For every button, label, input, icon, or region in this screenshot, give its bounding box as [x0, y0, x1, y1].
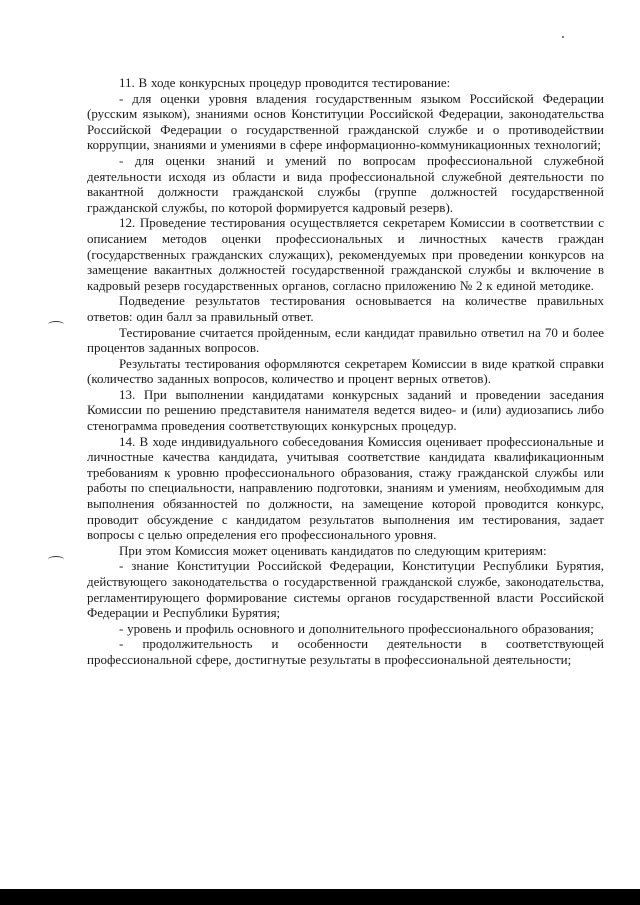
- paragraph-12: 12. Проведение тестирования осуществляется секретарем Комиссии в соответствии с описанием методов оценки профессиональных и личностных качеств граждан (государственных гражданских служащих), рекомендуемых при проведении конкурсов на замещение вакантных должностей государственной гражданской службы и включение в кадровый резерв государственных органов, согласно приложению № 2 к единой методике.: [87, 215, 604, 293]
- paragraph-13: 13. При выполнении кандидатами конкурсных заданий и проведении заседания Комиссии по решению представителя нанимателя ведется видео- и (или) аудиозапись либо стенограмма проведения соответствующих конкурсных процедур.: [87, 386, 604, 434]
- document-body: [87, 75, 604, 668]
- paragraph-11-item-1: - для оценки уровня владения государственным языком Российской Федерации (русским языком), знаниями основ Конституции Российской Федерации, законодательства Российской Федерации о государственной гражданской службе и о противодействии коррупции, знаниями и умениями в сфере информационно-коммуникационных технологий;: [87, 90, 604, 153]
- scan-punch-mark-lower: [48, 556, 64, 563]
- paragraph-11: 11. В ходе конкурсных процедур проводится тестирование:: [119, 75, 451, 90]
- paragraph-12-threshold: Тестирование считается пройденным, если кандидат правильно ответил на 70 и более процентов заданных вопросов.: [87, 324, 604, 356]
- paragraph-14: 14. В ходе индивидуального собеседования Комиссия оценивает профессиональные и личностные качества кандидата, учитывая соответствие кандидата квалификационным требованиям к уровню профессионального образования, стажу гражданской службы или работы по специальности, направлению подготовки, знаниям и умениям, необходимым для выполнения обязанностей по должности, на замещение которой проводится конкурс, проводит обсуждение с кандидатом результатов выполнения им тестирования, задает вопросы с целью определения его профессионального уровня.: [87, 433, 604, 543]
- paragraph-12-results: Результаты тестирования оформляются секретарем Комисcии в виде краткой справки (количество заданных вопросов, количество и процент верных ответов).: [87, 355, 604, 387]
- criterion-knowledge: - знание Конституции Российской Федерации, Конституции Республики Бурятия, действующего законодательства о государственной гражданской службе, законодательства, регламентирующего формирование системы органов государственной власти Российской Федерации и Республики Бурятия;: [87, 558, 604, 621]
- scan-speck: [562, 36, 564, 38]
- scan-punch-mark-upper: [48, 321, 64, 328]
- paragraph-12-scoring: Подведение результатов тестирования основывается на количестве правильных ответов: один балл за правильный ответ.: [87, 293, 604, 324]
- criterion-education: - уровень и профиль основного и дополнительного профессионального образования;: [119, 620, 594, 636]
- paragraph-11-item-2: - для оценки знаний и умений по вопросам профессиональной служебной деятельности исходя из области и вида профессиональной служебной деятельности по вакантной должности гражданской службы (группе должностей государственной гражданской службы, по которой формируется кадровый резерв).: [87, 152, 604, 215]
- criterion-experience: - продолжительность и особенности деятельности в соответствующей профессиональной сфере, достигнутые результаты в профессиональной деятельности;: [87, 636, 604, 667]
- scan-bottom-edge: [0, 889, 640, 905]
- criteria-intro: При этом Комиссия может оценивать кандидатов по следующим критериям:: [119, 542, 547, 558]
